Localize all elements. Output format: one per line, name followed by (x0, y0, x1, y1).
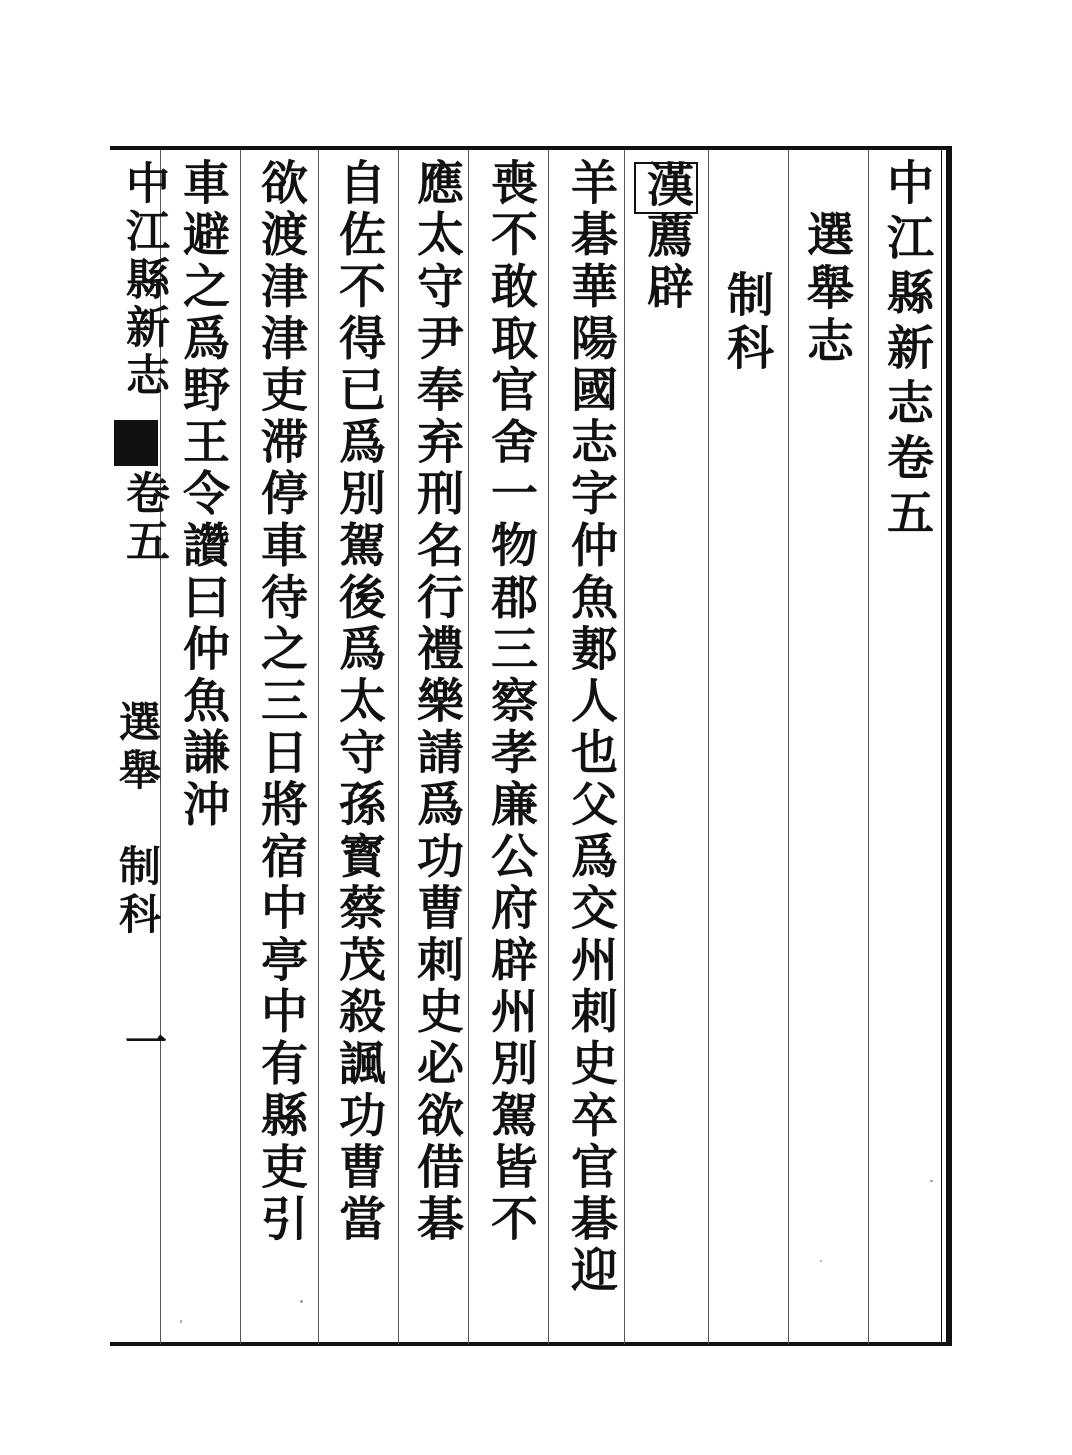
body-column-4: 自佐不得已爲別駕後爲太守孫寳蔡茂殺諷功曹當 (331, 158, 386, 1246)
subsection-heading: 制科 (719, 270, 774, 376)
column-rule (468, 150, 469, 1344)
section-heading: 選舉志 (799, 210, 854, 369)
scan-speck (300, 1300, 303, 1303)
dynasty-label: 漢 (639, 160, 694, 211)
body-column-6: 車避之爲野王令讚曰仲魚謙沖 (175, 158, 230, 832)
volume-title: 中江縣新志卷五 (879, 158, 934, 543)
column-rule (240, 150, 241, 1344)
dynasty-heading (636, 160, 696, 313)
body-column-3: 應太守尹奉弃刑名行禮樂請爲功曹刺史必欲借碁 (409, 158, 464, 1246)
margin-section: 選舉 制科 (113, 700, 162, 940)
fish-tail-mark (114, 420, 158, 466)
scan-speck (930, 1180, 933, 1182)
column-rule (868, 150, 869, 1344)
border-inner-line (941, 150, 942, 1342)
margin-book-title: 中江縣新志 (118, 160, 169, 400)
margin-page-number: 一 (119, 1020, 168, 1062)
column-rule (318, 150, 319, 1344)
body-column-2: 喪不敢取官舍一物郡三察孝廉公府辟州別駕皆不 (483, 158, 538, 1246)
body-column-5: 欲渡津津吏滞停車待之三日將宿中亭中有縣吏引 (253, 158, 308, 1246)
scan-speck (820, 1260, 822, 1262)
scan-speck (180, 1320, 182, 1323)
category-label: 薦辟 (639, 211, 694, 313)
column-rule (624, 150, 625, 1344)
column-rule (398, 150, 399, 1344)
body-column-1: 羊碁華陽國志字仲魚郪人也父爲交州刺史卒官碁迎 (563, 158, 618, 1298)
column-rule (708, 150, 709, 1344)
margin-volume: 卷五 (118, 470, 169, 566)
column-rule (788, 150, 789, 1344)
column-rule (548, 150, 549, 1344)
